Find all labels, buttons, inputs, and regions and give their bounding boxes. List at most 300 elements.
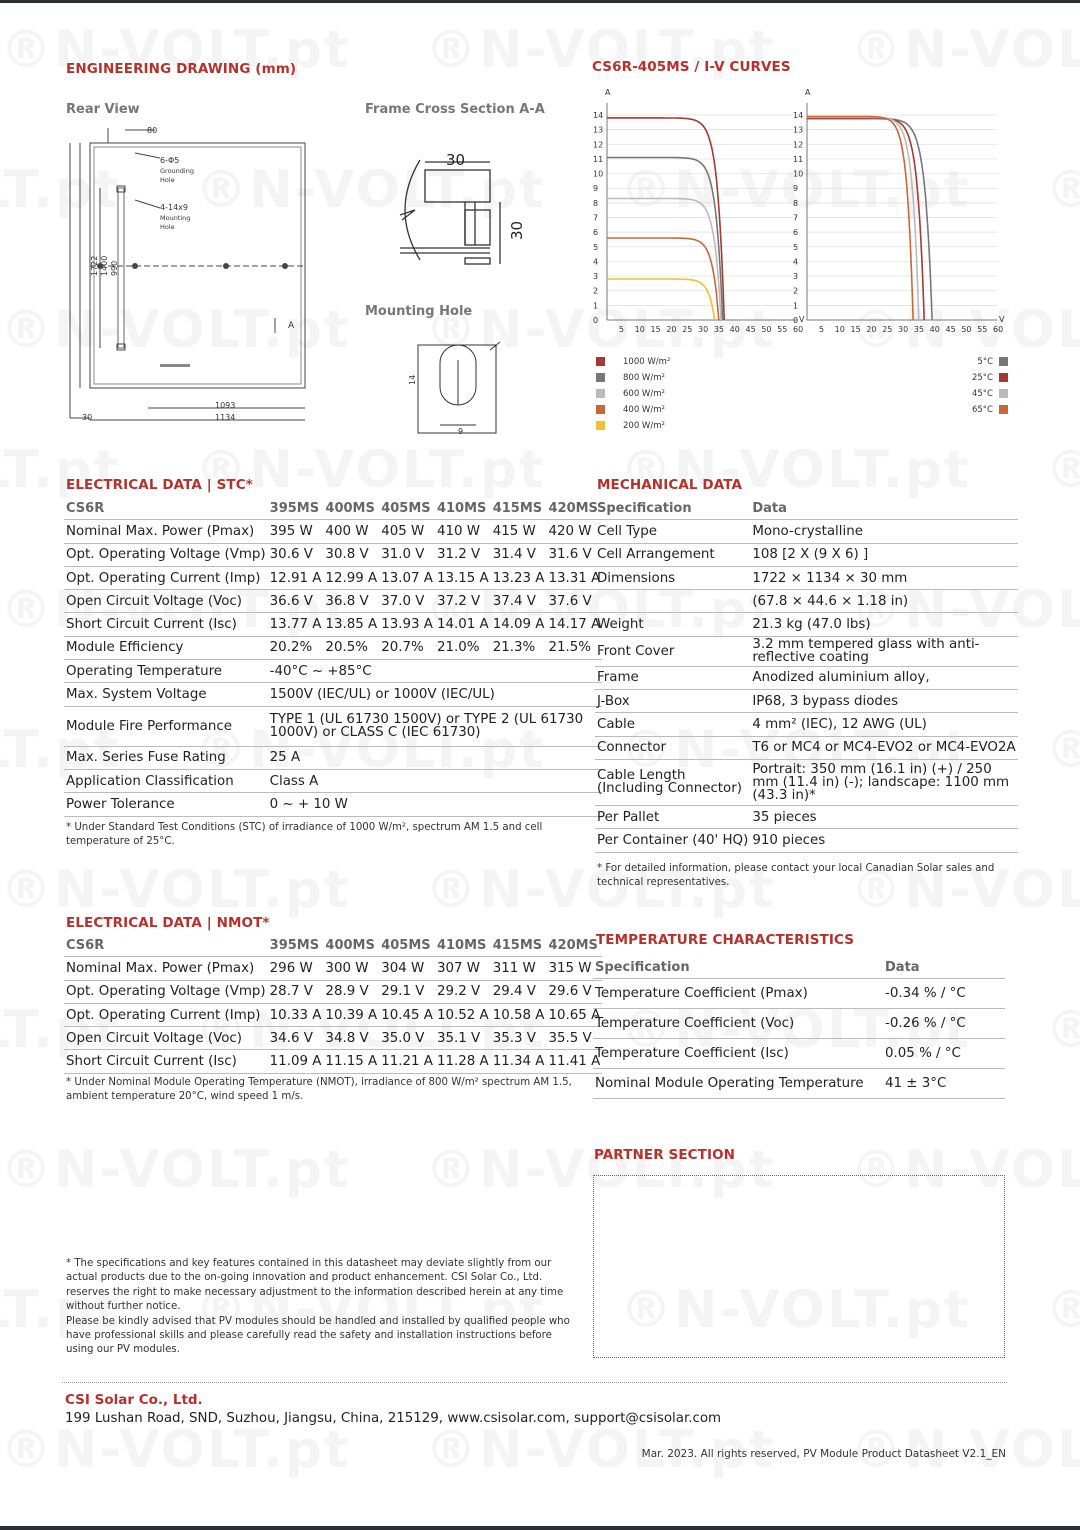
x-tick-label: 5 [818,325,824,334]
row-value: 31.0 V [379,543,435,566]
row-value: 311 W [491,957,547,980]
iv-curves-chart [585,85,1005,345]
x-tick-label: 20 [666,325,677,334]
dim-grounding-holes: 6-Φ5 [160,156,180,165]
row-label: Connector [595,736,750,759]
row-value: 1500V (IEC/UL) or 1000V (IEC/UL) [268,683,603,706]
row-value: 13.15 A [435,566,491,589]
dim-1134: 1134 [215,413,236,422]
row-label: Temperature Coefficient (Pmax) [593,979,883,1009]
table-row [64,590,602,613]
row-value: 11.21 A [379,1050,435,1073]
row-label: Max. Series Fuse Rating [64,746,268,769]
row-value: 10.39 A [323,1003,379,1026]
row-value: 296 W [268,957,324,980]
row-value: 35 pieces [750,805,1017,828]
row-value: 31.2 V [435,543,491,566]
x-tick-label: 60 [993,325,1004,334]
row-value: 304 W [379,957,435,980]
y-tick-label: 14 [793,111,804,120]
row-label: Weight [595,613,750,636]
x-tick-label: 50 [761,325,772,334]
table-row [64,636,602,659]
y-tick-label: 12 [793,140,804,150]
iv-curve-line [607,279,715,320]
table-row [64,957,602,980]
row-label: Nominal Max. Power (Pmax) [64,957,268,980]
legend-item [596,389,665,399]
watermark-text [1045,1000,1080,1060]
table-row [64,746,602,769]
row-value: 36.6 V [268,590,324,613]
row-label: Short Circuit Current (Isc) [64,1050,268,1073]
row-value: 13.07 A [379,566,435,589]
header-spec: Specification [595,497,750,520]
x-tick-label: 5 [618,325,624,334]
legend-label: 45°C [971,389,993,399]
row-label: Per Pallet [595,805,750,828]
row-value: 28.7 V [268,980,324,1003]
mech-title: MECHANICAL DATA [597,477,743,493]
header-col: 395MS [268,497,324,520]
x-tick-label: 35 [913,325,925,334]
row-label: Per Container (40' HQ) [595,829,750,852]
y-tick-label: 9 [593,184,599,194]
table-row [593,1039,1005,1069]
table-row [64,1003,602,1026]
row-value: 10.45 A [379,1003,435,1026]
legend-label: 600 W/m² [623,389,665,399]
row-value: 410 W [435,520,491,543]
legend-label: 25°C [971,373,993,383]
dim-1400: 1400 [100,255,109,276]
row-label: Application Classification [64,769,268,792]
x-tick-label: 50 [961,325,972,334]
y-tick-label: 7 [593,213,599,223]
row-value: 0.05 % / °C [883,1039,1005,1069]
table-row [595,829,1018,852]
y-tick-label: 11 [593,154,604,164]
watermark-text [850,20,1080,80]
table-row [595,613,1018,636]
row-value: (67.8 × 44.6 × 1.18 in) [750,590,1017,613]
table-row [64,1027,602,1050]
svg-text:Grounding: Grounding [160,167,194,175]
row-value: 37.2 V [435,590,491,613]
row-value: Mono-crystalline [750,520,1017,543]
header-model: CS6R [64,497,268,520]
dim-1722: 1722 [90,255,99,276]
y-tick-label: 5 [593,242,599,252]
header-col: 405MS [379,497,435,520]
row-label: Opt. Operating Voltage (Vmp) [64,980,268,1003]
table-row [595,805,1018,828]
row-label: Short Circuit Current (Isc) [64,613,268,636]
row-value: Anodized aluminium alloy, [750,666,1017,689]
legend-swatch [999,357,1008,366]
table-row [64,543,602,566]
x-tick-label: 20 [866,325,877,334]
axis-unit-a: A [805,88,811,97]
row-value: 13.23 A [491,566,547,589]
dim-990: 990 [110,260,119,276]
y-tick-label: 6 [593,228,599,238]
row-value: -0.34 % / °C [883,979,1005,1009]
row-value: 34.8 V [323,1027,379,1050]
engineering-title: ENGINEERING DRAWING (mm) [66,61,297,77]
header-model: CS6R [64,934,268,957]
legend-swatch [596,389,605,398]
section-a-mark: A [288,321,295,331]
x-tick-label: 45 [945,325,956,334]
header-col: 415MS [491,934,547,957]
frame-dim-width: 30 [446,151,466,169]
row-value: 400 W [323,520,379,543]
legend-swatch [596,373,605,382]
row-value: 910 pieces [750,829,1017,852]
y-tick-label: 5 [793,242,799,252]
row-value: 29.4 V [491,980,547,1003]
row-value: 10.33 A [268,1003,324,1026]
row-value: 300 W [323,957,379,980]
row-value: 37.4 V [491,590,547,613]
watermark-text [1045,720,1080,780]
dim-1093: 1093 [215,401,236,410]
table-header-row [593,956,1005,979]
elec-stc-table [64,497,602,817]
row-value: 35.5 V [546,1027,602,1050]
axis-unit-v: V [799,315,805,324]
row-label: J-Box [595,690,750,713]
row-value: 307 W [435,957,491,980]
footer-company: CSI Solar Co., Ltd. [65,1392,203,1408]
header-col: 420MS [546,497,602,520]
x-tick-label: 25 [682,325,693,334]
row-value: 37.6 V [546,590,602,613]
row-value: 11.09 A [268,1050,324,1073]
table-header-row [64,934,602,957]
row-label: Cell Type [595,520,750,543]
row-value: 10.65 A [546,1003,602,1026]
row-label: Cable Length (Including Connector) [595,759,750,805]
row-value: 29.1 V [379,980,435,1003]
mech-footnote: * For detailed information, please contact your local Canadian Solar sales and technical representatives. [597,863,995,889]
header-data: Data [883,956,1005,979]
row-label: Cell Arrangement [595,543,750,566]
legend-swatch [999,405,1008,414]
table-row [64,793,602,816]
row-value: 20.5% [323,636,379,659]
dim-mounting-holes: 4-14x9 [160,203,188,212]
table-row [595,690,1018,713]
row-value: 36.8 V [323,590,379,613]
legend-item [596,373,665,383]
y-tick-label: 12 [593,140,604,150]
row-value: 20.2% [268,636,324,659]
y-tick-label: 1 [793,301,799,311]
legend-swatch [596,421,605,430]
row-value: 13.93 A [379,613,435,636]
watermark-text [0,860,351,920]
row-label [595,590,750,613]
x-tick-label: 30 [898,325,909,334]
row-value: 29.6 V [546,980,602,1003]
legend-swatch [596,405,605,414]
row-value: 31.4 V [491,543,547,566]
row-label: Opt. Operating Voltage (Vmp) [64,543,268,566]
partner-box [593,1175,1005,1358]
elec-stc-title: ELECTRICAL DATA | STC* [66,477,253,493]
table-row [593,979,1005,1009]
elec-nmot-table [64,934,602,1074]
row-value: 29.2 V [435,980,491,1003]
nmot-footnote: * Under Nominal Module Operating Temperature (NMOT), irradiance of 800 W/m² spectrum AM 1.5, ambient temperature 20°C, wind speed 1 m/s. [66,1077,572,1103]
frame-section-drawing [380,140,550,290]
row-value: 13.85 A [323,613,379,636]
row-label: Nominal Module Operating Temperature [593,1069,883,1099]
table-header-row [64,497,602,520]
legend-swatch [999,389,1008,398]
legend-label: 5°C [977,357,993,367]
x-tick-label: 15 [650,325,661,334]
y-tick-label: 0 [793,316,799,325]
footer-address: 199 Lushan Road, SND, Suzhou, Jiangsu, China, 215129, www.csisolar.com, support@csisolar.com [65,1411,722,1426]
row-value: T6 or MC4 or MC4-EVO2 or MC4-EVO2A [750,736,1017,759]
iv-curve-line [807,117,913,321]
row-value: 14.01 A [435,613,491,636]
svg-text:Mounting: Mounting [160,214,191,222]
table-row [64,683,602,706]
y-tick-label: 9 [793,184,799,194]
header-col: 400MS [323,497,379,520]
row-label: Max. System Voltage [64,683,268,706]
x-tick-label: 55 [977,325,988,334]
table-row [64,980,602,1003]
mech-table [595,497,1018,853]
header-spec: Specification [593,956,883,979]
footer-divider [62,1382,1007,1383]
row-value: 108 [2 X (9 X 6) ] [750,543,1017,566]
legend-label: 400 W/m² [623,405,665,415]
y-tick-label: 13 [793,125,804,135]
table-row [64,566,602,589]
header-col: 400MS [323,934,379,957]
watermark-text [1045,440,1080,500]
disclaimer-p1: * The specifications and key features contained in this datasheet may deviate slightly from our actual products due to the on-going innovation and product enhancement. CSI Solar Co., Ltd. reserves the right to make necessary adjustment to the information described herein at any time without further notice. [66,1258,564,1313]
row-label: Module Efficiency [64,636,268,659]
y-tick-label: 4 [593,257,599,267]
table-row [64,769,602,792]
table-row [64,613,602,636]
row-value: -0.26 % / °C [883,1009,1005,1039]
iv-curves-title: CS6R-405MS / I-V CURVES [592,59,791,75]
row-value: 420 W [546,520,602,543]
watermark-text [1045,1280,1080,1340]
table-row [595,566,1018,589]
legend-label: 800 W/m² [623,373,665,383]
row-value: 11.34 A [491,1050,547,1073]
row-label: Opt. Operating Current (Imp) [64,1003,268,1026]
row-value: 3.2 mm tempered glass with anti-reflective coating [750,636,1017,666]
row-label: Temperature Coefficient (Isc) [593,1039,883,1069]
row-value: 37.0 V [379,590,435,613]
row-label: Cable [595,713,750,736]
row-value: 315 W [546,957,602,980]
legend-label: 65°C [971,405,993,415]
row-value: 35.0 V [379,1027,435,1050]
legend-item [596,357,670,367]
row-value: 34.6 V [268,1027,324,1050]
row-value: 21.0% [435,636,491,659]
row-value: 35.3 V [491,1027,547,1050]
row-value: 10.58 A [491,1003,547,1026]
y-tick-label: 10 [793,169,804,179]
legend-label: 200 W/m² [623,421,665,431]
frame-section-label: Frame Cross Section A-A [365,102,545,117]
table-row [595,590,1018,613]
bottom-border [0,1526,1080,1530]
row-label: Front Cover [595,636,750,666]
row-value: 21.3% [491,636,547,659]
table-row [595,759,1018,805]
y-tick-label: 14 [593,111,604,120]
row-value: 12.99 A [323,566,379,589]
table-row [595,543,1018,566]
header-col: 395MS [268,934,324,957]
partner-title: PARTNER SECTION [594,1147,736,1163]
table-row [595,520,1018,543]
dim-30: 30 [82,413,93,422]
header-col: 405MS [379,934,435,957]
watermark-text [0,1140,351,1200]
y-tick-label: 2 [593,286,599,296]
row-value: 21.5% [546,636,602,659]
x-tick-label: 25 [882,325,893,334]
row-value: -40°C ~ +85°C [268,660,603,683]
legend-item [977,357,1008,367]
table-row [595,666,1018,689]
x-tick-label: 60 [793,325,804,334]
table-row [64,706,602,746]
y-tick-label: 6 [793,228,799,238]
svg-text:Hole: Hole [160,223,175,231]
dim-80: 80 [147,126,158,135]
axis-unit-a: A [605,88,611,97]
row-value: IP68, 3 bypass diodes [750,690,1017,713]
row-value: 10.52 A [435,1003,491,1026]
row-value: 31.6 V [546,543,602,566]
y-tick-label: 8 [593,198,599,208]
x-tick-label: 30 [698,325,709,334]
svg-text:Hole: Hole [160,176,175,184]
y-tick-label: 0 [593,316,599,325]
y-tick-label: 11 [793,154,804,164]
row-value: 405 W [379,520,435,543]
row-label: Power Tolerance [64,793,268,816]
y-tick-label: 3 [593,272,599,282]
y-tick-label: 8 [793,198,799,208]
row-value: 11.41 A [546,1050,602,1073]
top-border [0,0,1080,3]
temp-table [593,956,1005,1099]
header-data: Data [750,497,1017,520]
row-value: 11.15 A [323,1050,379,1073]
header-col: 410MS [435,497,491,520]
row-label: Dimensions [595,566,750,589]
table-row [593,1069,1005,1099]
disclaimer [66,1257,578,1358]
row-label: Nominal Max. Power (Pmax) [64,520,268,543]
row-value: 12.91 A [268,566,324,589]
disclaimer-p2: Please be kindly advised that PV modules should be handled and installed by qualified people who have professional skills and please carefully read the safety and installation instructions before using our PV modules. [66,1315,570,1356]
footer-rights: Mar. 2023. All rights reserved, PV Module Product Datasheet V2.1_EN [641,1448,1006,1460]
x-tick-label: 15 [850,325,861,334]
x-tick-label: 40 [729,325,740,334]
row-value: Class A [268,769,603,792]
hole-dim-9: 9 [458,427,464,436]
watermark-text [1045,160,1080,220]
row-value: 21.3 kg (47.0 lbs) [750,613,1017,636]
table-header-row [595,497,1018,520]
y-tick-label: 13 [593,125,604,135]
y-tick-label: 7 [793,213,799,223]
stc-footnote: * Under Standard Test Conditions (STC) of irradiance of 1000 W/m², spectrum AM 1.5 and cell temperature of 25°C. [66,822,543,848]
row-value: 395 W [268,520,324,543]
row-value: 14.09 A [491,613,547,636]
row-label: Open Circuit Voltage (Voc) [64,1027,268,1050]
header-col: 415MS [491,497,547,520]
table-row [64,660,602,683]
table-row [593,1009,1005,1039]
header-col: 420MS [546,934,602,957]
legend-item [972,405,1008,415]
hole-dim-14: 14 [408,374,417,385]
row-value: 20.7% [379,636,435,659]
mounting-hole-label: Mounting Hole [365,304,473,319]
elec-nmot-title: ELECTRICAL DATA | NMOT* [66,915,270,931]
x-tick-label: 40 [929,325,940,334]
y-tick-label: 3 [793,272,799,282]
y-tick-label: 1 [593,301,599,311]
x-tick-label: 10 [834,325,845,334]
row-value: 415 W [491,520,547,543]
x-tick-label: 45 [745,325,756,334]
y-tick-label: 2 [793,286,799,296]
row-value: 30.8 V [323,543,379,566]
table-row [595,736,1018,759]
x-tick-label: 35 [713,325,725,334]
row-label: Module Fire Performance [64,706,268,746]
row-value: 14.17 A [546,613,602,636]
legend-item [596,405,665,415]
legend-item [972,373,1008,383]
table-row [595,713,1018,736]
row-value: 13.31 A [546,566,602,589]
legend-swatch [596,357,605,366]
table-row [64,520,602,543]
rear-view-label: Rear View [66,102,140,117]
row-value: Portrait: 350 mm (16.1 in) (+) / 250 mm (11.4 in) (-); landscape: 1100 mm (43.3 in)* [750,759,1017,805]
legend-label: 1000 W/m² [623,357,671,367]
row-value: 0 ~ + 10 W [268,793,603,816]
row-label: Frame [595,666,750,689]
axis-unit-v: V [999,315,1005,324]
row-value: 30.6 V [268,543,324,566]
row-value: 41 ± 3°C [883,1069,1005,1099]
legend-item [972,389,1008,399]
y-tick-label: 4 [793,257,799,267]
watermark-text [0,1420,351,1480]
